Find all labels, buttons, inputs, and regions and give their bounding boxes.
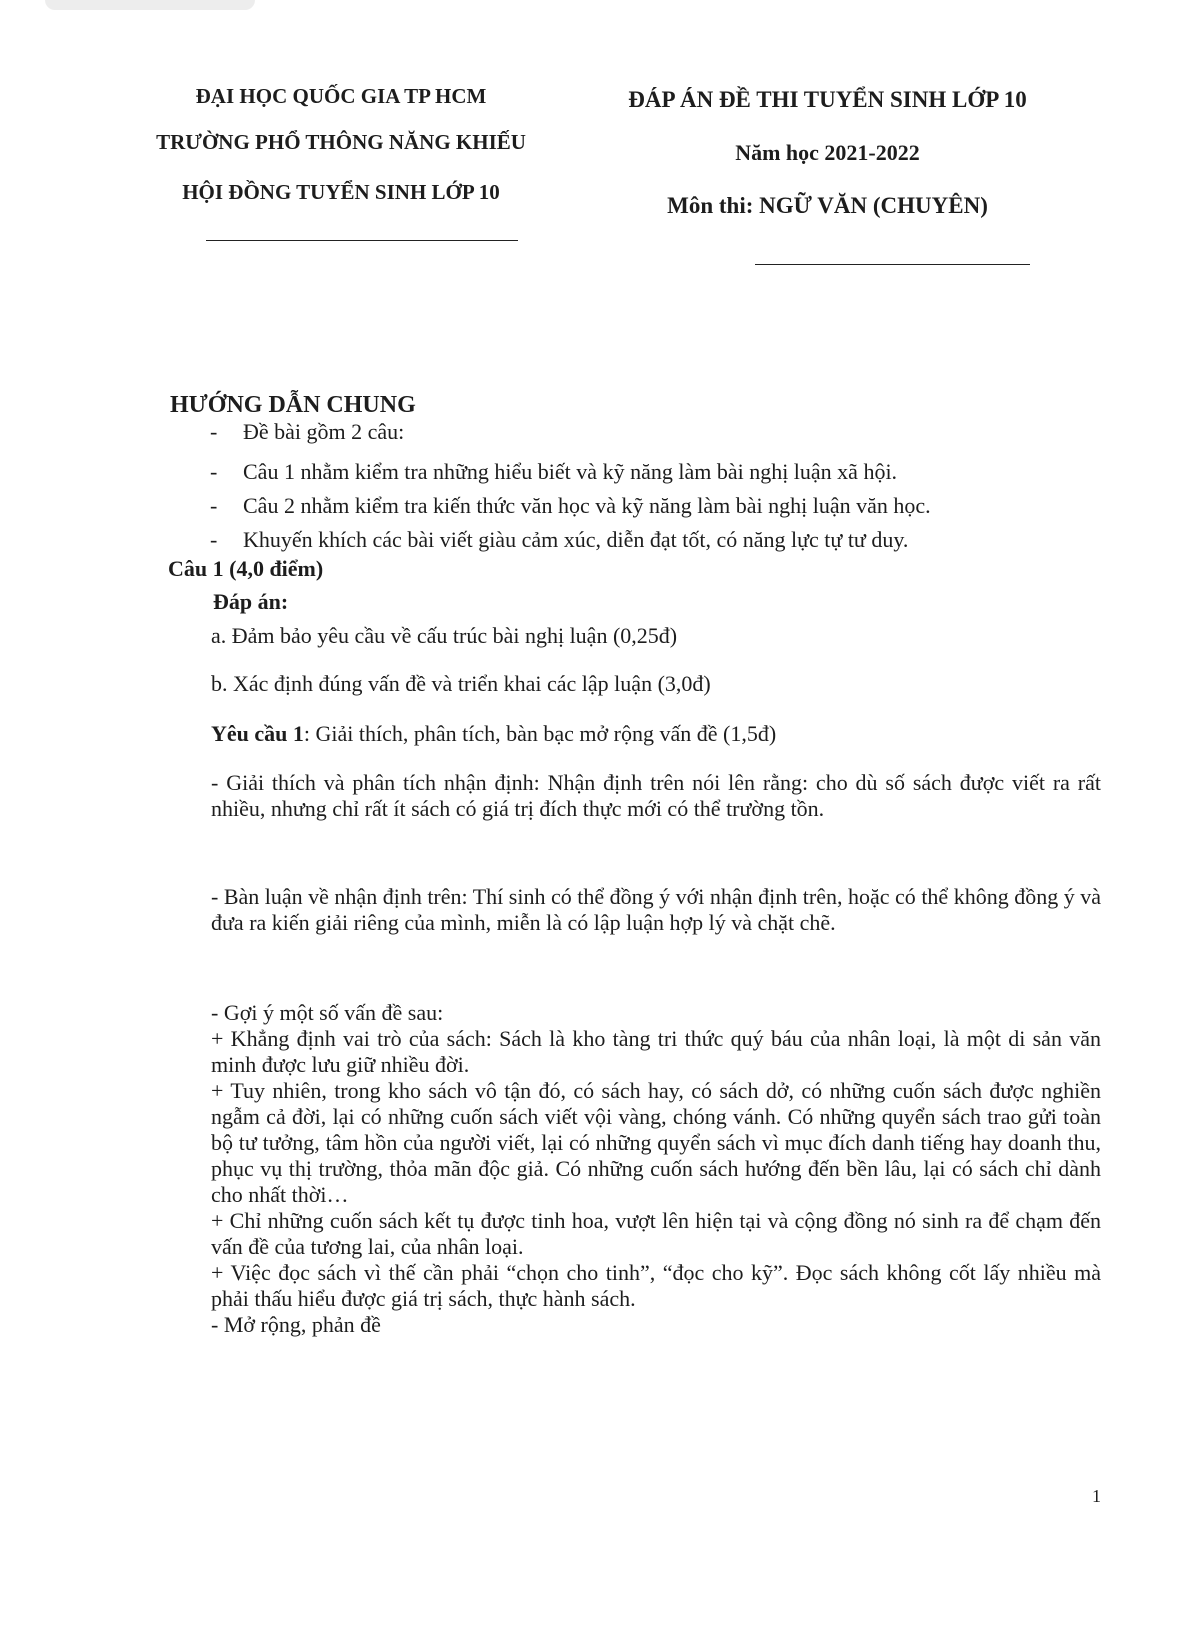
guide-item: Câu 1 nhằm kiểm tra những hiểu biết và kỹ năng làm bài nghị luận xã hội. [243, 459, 898, 484]
discuss-paragraph: - Bàn luận về nhận định trên: Thí sinh có thể đồng ý với nhận định trên, hoặc có thể không đồng ý và đưa ra kiến giải riêng của mình, miễn là có lập luận hợp lý và chặt chẽ. [211, 884, 1101, 935]
bullet-dash: - [210, 527, 218, 552]
suggestion-item: + Khẳng định vai trò của sách: Sách là kho tàng tri thức quý báu của nhân loại, là một di sản văn minh được lưu giữ nhiều đời. [211, 1026, 1101, 1077]
requirement-1 [211, 720, 776, 747]
suggestion-extend: - Mở rộng, phản đề [211, 1312, 381, 1337]
answer-item-a: a. Đảm bảo yêu cầu về cấu trúc bài nghị luận (0,25đ) [211, 623, 678, 648]
council-name: HỘI ĐỒNG TUYỂN SINH LỚP 10 [182, 180, 500, 204]
guide-item: Đề bài gồm 2 câu: [243, 419, 405, 444]
guide-item: Khuyến khích các bài viết giàu cảm xúc, diễn đạt tốt, có năng lực tự tư duy. [243, 527, 909, 552]
answer-label: Đáp án: [213, 589, 289, 614]
suggestion-item: + Tuy nhiên, trong kho sách vô tận đó, có sách hay, có sách dở, có những cuốn sách được nghiền ngẫm cả đời, lại có những cuốn sách viết vội vàng, chóng vánh. Có những quyển sách trao gửi toàn bộ tư tưởng, tâm hồn của người viết, lại có những quyển sách vì mục đích danh tiếng hay doanh thu, phục vụ thị trường, thỏa mãn độc giả. Có những cuốn sách hướng đến bền lâu, lại có sách chỉ dành cho nhất thời… [211, 1078, 1101, 1207]
suggestion-intro: - Gợi ý một số vấn đề sau: [211, 1000, 444, 1025]
suggestion-list [211, 1000, 1101, 1338]
general-guide-title: HƯỚNG DẪN CHUNG [170, 392, 416, 418]
bullet-dash: - [210, 493, 218, 518]
header-left-underline [206, 240, 518, 241]
requirement-1-label: Yêu cầu 1 [211, 721, 304, 746]
bullet-dash: - [210, 419, 218, 444]
answer-item-b: b. Xác định đúng vấn đề và triển khai các lập luận (3,0đ) [211, 671, 711, 696]
exam-subject: Môn thi: NGỮ VĂN (CHUYÊN) [667, 193, 988, 218]
question1-title: Câu 1 (4,0 điểm) [168, 556, 324, 581]
suggestion-item: + Việc đọc sách vì thế cần phải “chọn cho tinh”, “đọc cho kỹ”. Đọc sách không cốt lấy nhiều mà phải thấu hiểu được giá trị sách, thực hành sách. [211, 1260, 1101, 1311]
explain-paragraph: - Giải thích và phân tích nhận định: Nhận định trên nói lên rằng: cho dù số sách được viết ra rất nhiều, nhưng chỉ rất ít sách có giá trị đích thực mới có thể trường tồn. [211, 770, 1101, 821]
guide-item: Câu 2 nhằm kiểm tra kiến thức văn học và kỹ năng làm bài nghị luận văn học. [243, 493, 931, 518]
header-right-underline [755, 264, 1030, 265]
page-number: 1 [1092, 1486, 1101, 1506]
document-title: ĐÁP ÁN ĐỀ THI TUYỂN SINH LỚP 10 [628, 87, 1027, 112]
suggestion-item: + Chỉ những cuốn sách kết tụ được tinh hoa, vượt lên hiện tại và cộng đồng nó sinh ra để chạm đến vấn đề của tương lai, của nhân loại. [211, 1208, 1101, 1259]
university-name: ĐẠI HỌC QUỐC GIA TP HCM [195, 84, 487, 108]
bullet-dash: - [210, 459, 218, 484]
requirement-1-text: : Giải thích, phân tích, bàn bạc mở rộng vấn đề (1,5đ) [303, 721, 777, 746]
school-year: Năm học 2021-2022 [735, 140, 920, 165]
school-name: TRƯỜNG PHỔ THÔNG NĂNG KHIẾU [156, 130, 526, 154]
